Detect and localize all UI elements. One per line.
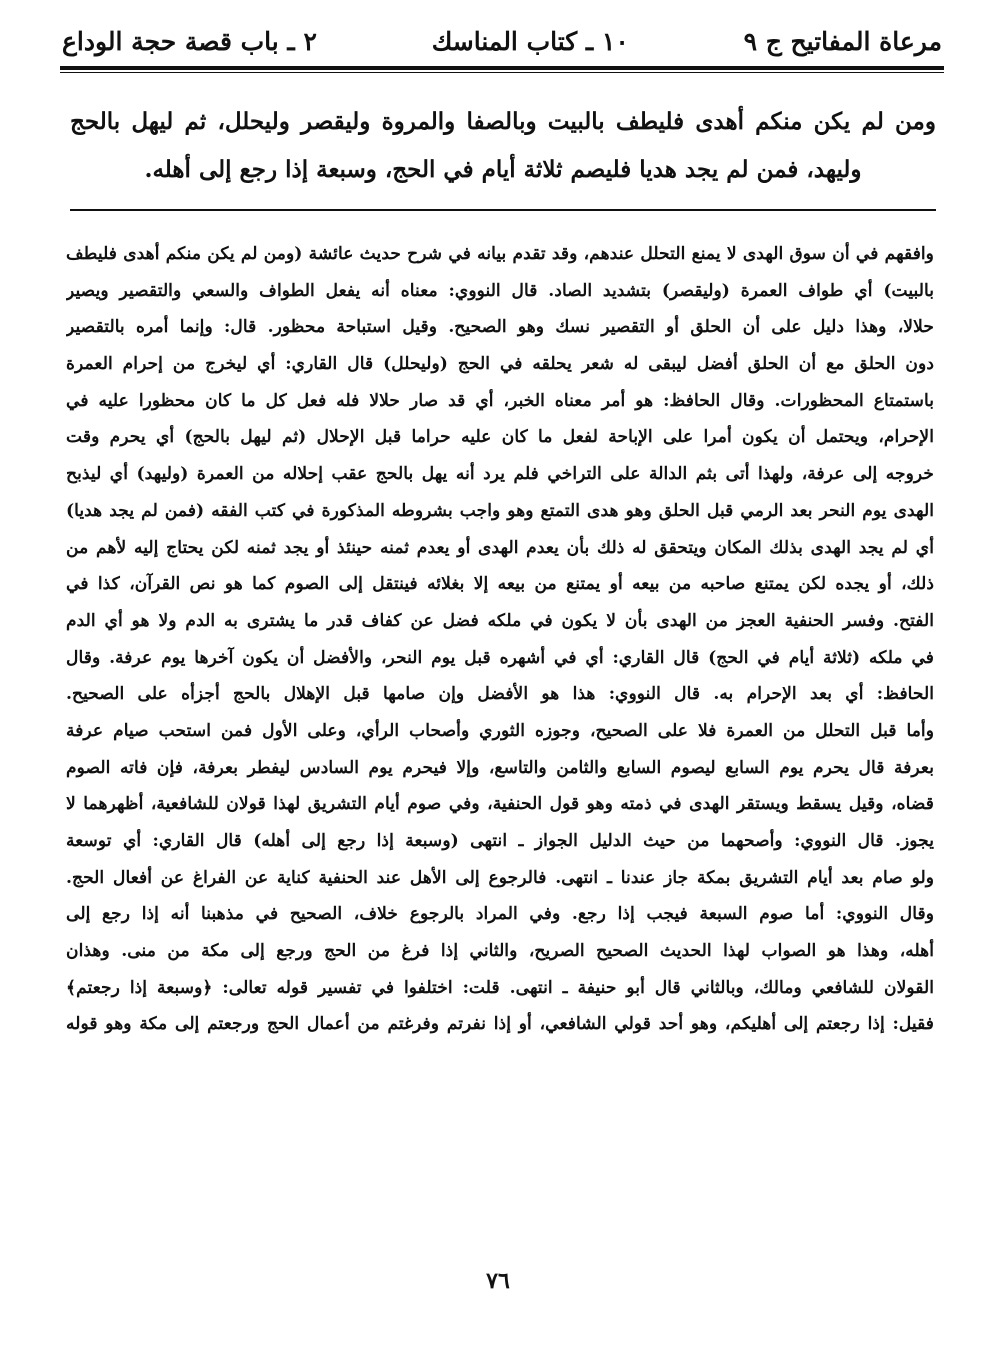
commentary-line: الحافظ: أي بعد الإحرام به. قال النووي: هذا هو الأفضل وإن صامها قبل الإهلال بالحج أجزأه على الصحيح. — [66, 684, 934, 705]
commentary-line: ولو صام بعد أيام التشريق بمكة جاز عندنا ـ انتهى. فالرجوع إلى الأهل عند الحنفية كناية عن الفراغ عن أفعال الحج. — [66, 867, 934, 888]
commentary-line: ذلك، أو يجده لكن يمتنع صاحبه من بيعه أو يمتنع من بيعه إلا بغلائه فينتقل إلى الصوم كما هو نص القرآن، كذا في — [66, 574, 934, 595]
commentary-line: يجوز. قال النووي: وأصحهما من حيث الدليل الجواز ـ انتهى (وسبعة إذا رجع إلى أهله) قال القاري: أي توسعة — [66, 831, 934, 851]
commentary-line: وافقهم في أن سوق الهدى لا يمنع التحلل عندهم، وقد تقدم بيانه في شرح حديث عائشة (ومن لم يكن منكم أهدى فليطف — [66, 244, 934, 264]
header-rule-thick — [60, 66, 944, 70]
page-number: ٧٦ — [486, 1268, 510, 1294]
commentary-line: وقال النووي: أما صوم السبعة فيجب إذا رجع. وفي المراد بالرجوع خلاف، الصحيح في مذهبنا أنه إذا رجع إلى — [66, 904, 934, 925]
section-divider — [70, 209, 936, 211]
commentary-line: أهله، وهذا هو الصواب لهذا الحديث الصحيح الصريح، والثاني إذا فرغ من الحج ورجع إلى مكة من منى. وهذان — [66, 941, 934, 962]
commentary-line: بالبيت) أي طواف العمرة (وليقصر) بتشديد الصاد. قال النووي: معناه أنه يفعل الطواف والسعي والتقصير ويصير — [66, 280, 934, 301]
commentary-line: خروجه إلى عرفة، ولهذا أتى بثم الدالة على التراخي فلم يرد أنه يهل بالحج عقب إحلاله من العمرة (وليهد) أي ليذبح — [66, 464, 934, 485]
hadith-text: ومن لم يكن منكم أهدى فليطف بالبيت وبالصفا والمروة وليقصر وليحلل، ثم ليهل بالحج وليهد، فمن لم يجد هديا فليصم ثلاثة أيام في الحج، وسبعة إذا رجع إلى أهله. — [70, 108, 936, 183]
commentary-line: حلالا، وهذا دليل على أن الحلق أو التقصير نسك وهو الصحيح. وقيل استباحة محظور. قال: وإنما أمره بالتقصير — [66, 317, 934, 338]
commentary-line: الإحرام، ويحتمل أن يكون أمرا على الإباحة لفعل ما كان عليه حراما قبل الإحلال (ثم ليهل بالحج) أي يحرم وقت — [66, 427, 934, 448]
commentary-line: بعرفة قال يحرم يوم السابع ليصوم السابع والثامن والتاسع، وإلا فيحرم يوم السادس ليفطر بعرفة، فإن فاته الصوم — [66, 757, 934, 778]
header-volume-title: مرعاة المفاتيح ج ٩ — [743, 26, 942, 56]
commentary-line: أي لم يجد الهدى بذلك المكان ويتحقق له ذلك بأن يعدم الهدى أو يعدم ثمنه حينئذ أو يجد ثمنه لكن يحتاج إليه لأهم من — [66, 537, 934, 558]
header-book-title: ١٠ ـ كتاب المناسك — [431, 26, 629, 56]
commentary-line: فقيل: إذا رجعتم إلى أهليكم، وهو أحد قولي الشافعي، أو إذا نفرتم وفرغتم من أعمال الحج ورجعتم إلى مكة وهو قوله — [66, 1014, 934, 1035]
commentary-line: دون الحلق مع أن الحلق أفضل ليبقى له شعر يحلقه في الحج (وليحلل) قال القاري: أي ليخرج من إحرام العمرة — [66, 354, 934, 375]
header-chapter-title: ٢ ـ باب قصة حجة الوداع — [62, 26, 317, 56]
header-rule-thin — [60, 72, 944, 73]
commentary-line: القولان للشافعي ومالك، وبالثاني قال أبو حنيفة ـ انتهى. قلت: اختلفوا في تفسير قوله تعالى: ﴿وسبعة إذا رجعتم﴾ — [66, 977, 934, 998]
commentary — [66, 236, 934, 1264]
commentary-line: الهدى يوم النحر بعد الرمي قبل الحلق وهو هدى التمتع وهو واجب بشروطه المذكورة في كتب الفقه (فمن لم يجد هديا) — [66, 500, 934, 521]
running-head — [62, 18, 942, 64]
commentary-line: الفتح. وفسر الحنفية العجز من الهدى بأن لا يكون في ملكه فضل عن كفاف قدر ما يشترى به الدم ولا هو أي الدم — [66, 610, 934, 631]
commentary-line: في ملكه (ثلاثة أيام في الحج) قال القاري: أي في أشهره قبل يوم النحر، والأفضل أن يكون آخرها يوم عرفة. وقال — [66, 647, 934, 668]
commentary-line: قضاه، وقيل يسقط ويستقر الهدى في ذمته وهو قول الحنفية، وفي صوم أيام التشريق لهذا قولان للشافعية، أظهرهما لا — [66, 794, 934, 815]
commentary-line: باستمتاع المحظورات. وقال الحافظ: هو أمر معناه الخبر، أي قد صار حلالا فله فعل كل ما كان محظورا عليه في — [66, 390, 934, 411]
commentary-line: وأما قبل التحلل من العمرة فلا على الصحيح، وجوزه الثوري وأصحاب الرأي، وعلى الأول فمن استحب صيام عرفة — [66, 720, 934, 741]
